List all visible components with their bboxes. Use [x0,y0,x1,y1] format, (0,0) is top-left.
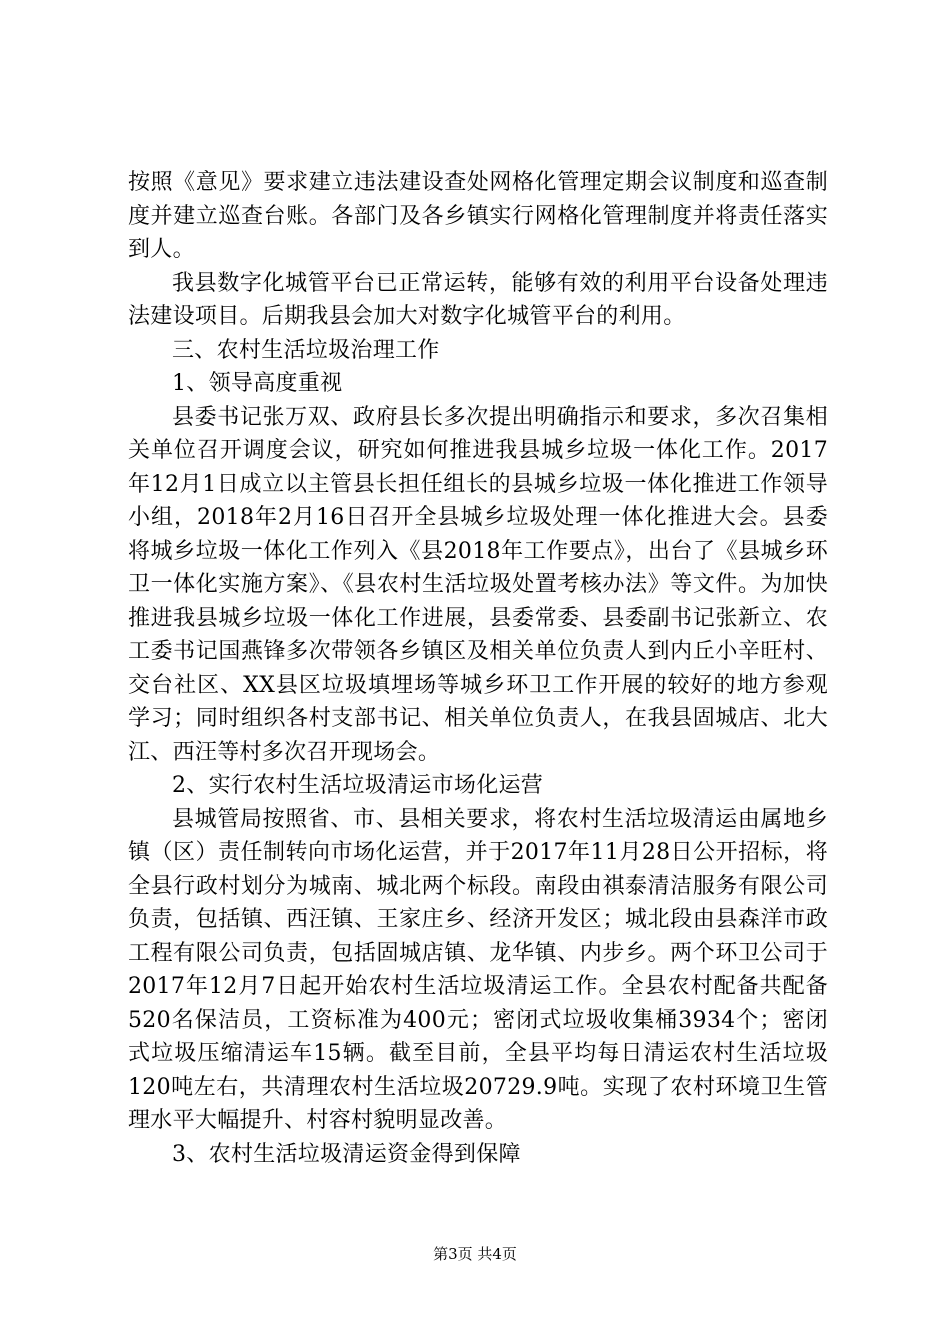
paragraph-leadership: 县委书记张万双、政府县长多次提出明确指示和要求，多次召集相关单位召开调度会议，研究如何推进我县城乡垃圾一体化工作。2017年12月1日成立以主管县长担任组长的县城乡垃圾一体化推进工作领导小组，2018年2月16日召开全县城乡垃圾处理一体化推进大会。县委将城乡垃圾一体化工作列入《县2018年工作要点》，出台了《县城乡环卫一体化实施方案》、《县农村生活垃圾处置考核办法》等文件。为加快推进我县城乡垃圾一体化工作进展，县委常委、县委副书记张新立、农工委书记国燕锋多次带领各乡镇区及相关单位负责人到内丘小辛旺村、交台社区、XX县区垃圾填埋场等城乡环卫工作开展的较好的地方参观学习；同时组织各村支部书记、相关单位负责人，在我县固城店、北大江、西汪等村多次召开现场会。 [128,404,828,765]
subheading-3: 3、农村生活垃圾清运资金得到保障 [172,1141,521,1167]
paragraph-continuation: 按照《意见》要求建立违法建设查处网格化管理定期会议制度和巡查制度并建立巡查台账。各部门及各乡镇实行网格化管理制度并将责任落实到人。 [128,170,828,262]
section-heading: 三、农村生活垃圾治理工作 [172,337,440,363]
subheading-2: 2、实行农村生活垃圾清运市场化运营 [172,773,544,798]
subheading-1: 1、领导高度重视 [172,371,343,396]
paragraph-market-operation: 县城管局按照省、市、县相关要求，将农村生活垃圾清运由属地乡镇（区）责任制转向市场化运营，并于2017年11月28日公开招标，将全县行政村划分为城南、城北两个标段。南段由祺泰清洁服务有限公司负责，包括镇、西汪镇、王家庄乡、经济开发区；城北段由县森洋市政工程有限公司负责，包括固城店镇、龙华镇、内步乡。两个环卫公司于2017年12月7日起开始农村生活垃圾清运工作。全县农村配备共配备520名保洁员，工资标准为400元；密闭式垃圾收集桶3934个；密闭式垃圾压缩清运车15辆。截至目前，全县平均每日清运农村生活垃圾120吨左右，共清理农村生活垃圾20729.9吨。实现了农村环境卫生管理水平大幅提升、村容村貌明显改善。 [128,806,828,1133]
document-body [128,166,828,1171]
page-footer: 第3页 共4页 [433,1245,517,1263]
paragraph-digital-platform: 我县数字化城管平台已正常运转，能够有效的利用平台设备处理违法建设项目。后期我县会加大对数字化城管平台的利用。 [128,270,828,329]
